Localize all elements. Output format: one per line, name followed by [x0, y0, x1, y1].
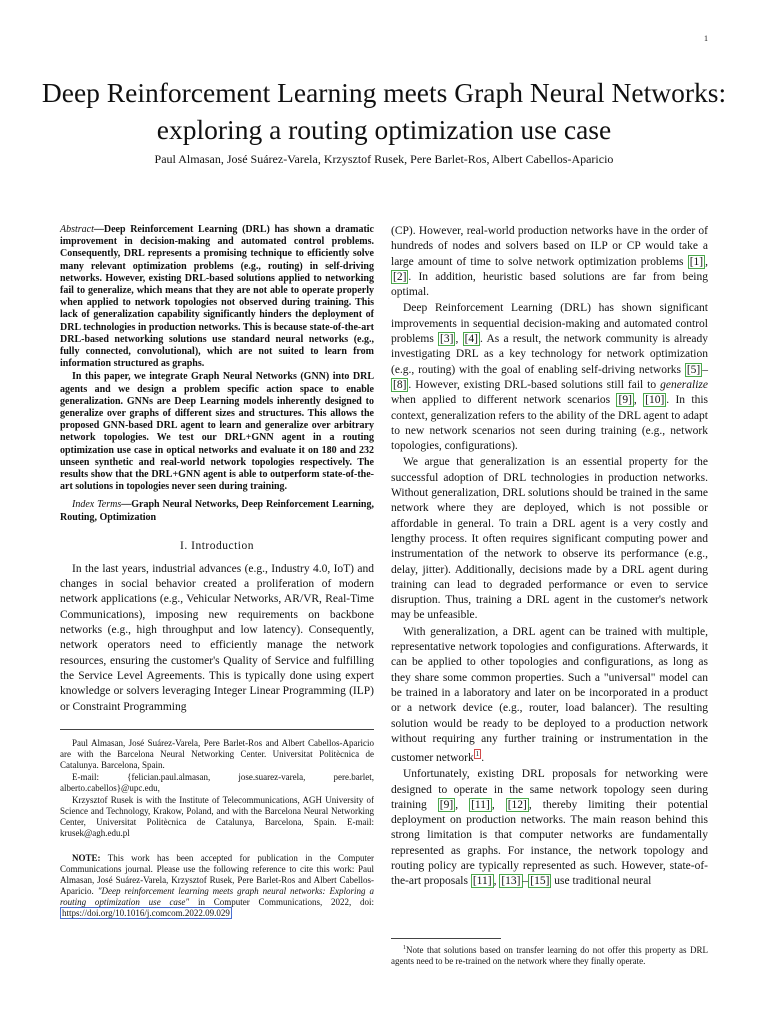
citation-link[interactable]: [1] [689, 255, 704, 268]
left-body [60, 562, 374, 715]
citation-link[interactable]: [13] [501, 875, 521, 888]
note-label: NOTE: [72, 852, 101, 863]
right-paragraph-3: We argue that generalization is an essential property for the successful adoption of DRL technologies in production networks. Without generalization, DRL solutions should be trained in the same network where they are deployed, which is not possible or affordable in general. To train a DRL agent is a very costly and lengthy process. It often requires significant computing power and instrumentation of the network to observe its performance (e.g., delay, jitter). Additionally, decisions made by a DRL agent during training can lead to degraded performance or even to service disruption. Thus, training a DRL agent in the customer's network may be unfeasible. [391, 456, 708, 622]
footnote-link[interactable]: 1 [475, 750, 480, 759]
index-terms-text: —Graph Neural Networks, Deep Reinforcement Learning, Routing, Optimization [60, 499, 374, 523]
citation-link[interactable]: [10] [645, 394, 665, 407]
emphasis: generalize [660, 378, 708, 391]
text: . As a result, the network community is already investigating DRL as a key technology for network optimization (e.g., routing) with the goal of enabling self-driving networks [391, 333, 708, 376]
intro-paragraph-1: In the last years, industrial advances (e.g., Industry 4.0, IoT) and changes in social behavior created a proliferation of modern network applications (e.g., Vehicular Networks, AR/VR, Real-Time Communications), imposing new requirements on backbone networks (e.g., high throughput and low latency). Consequently, network operators need to efficiently manage the network resources, ensuring the customer's Quality of Service and fulfilling the Service Level Agreements. This is typically done using expert knowledge or solvers leveraging Integer Linear Programming (ILP) or Constraint Programming [60, 562, 374, 713]
text: when applied to different network scenarios [391, 394, 617, 407]
note-text: This work has been accepted for publication in the Computer Communications journal. Please use the following reference to cite this work: Paul Almasan, José Suárez-Varela, Krzysztof Rusek, Pere Barlet-Ros and Albert Cabellos-Aparicio. [60, 852, 374, 896]
publication-note [60, 853, 374, 919]
text: Unfortunately, existing DRL proposals for networking were designed to operate in the same network topology seen during training [391, 768, 708, 811]
paper-title: Deep Reinforcement Learning meets Graph Neural Networks: exploring a routing optimization use case [41, 77, 727, 145]
affiliations [60, 738, 374, 919]
text: , thereby limiting their potential deployment on production networks. The main reason behind this strong limitation is that computer networks are fundamentally represented as graphs. For instance, the network topology and routing policy are typically represented as such. However, state-of-the-art proposals [391, 798, 709, 888]
left-column [60, 224, 374, 919]
footnote-body: Note that solutions based on transfer learning do not offer this property as DRL agents need to be re-trained on the network where they finally operate. [391, 945, 708, 966]
citation-link[interactable]: [2] [393, 270, 407, 283]
citation-link[interactable]: [9] [439, 798, 454, 811]
abstract-label: Abstract [60, 224, 94, 235]
footnote-text [391, 943, 708, 967]
right-paragraph-2: Deep Reinforcement Learning (DRL) has shown significant improvements in sequential decision-making and automated control problems [3] , [4] . As a result, the network community is already investigating DRL as a key technology for network optimization (e.g., routing) with the goal of enabling self-driving networks [5] –[8] . However, existing DRL-based solutions still fail to generalize when applied to different network scenarios [9] , [10] . In this context, generalization refers to the ability of the DRL agent to adapt to new network scenarios not seen during training (e.g., network topologies, configurations). [391, 302, 708, 453]
footnote-rule [391, 938, 501, 939]
citation-link[interactable]: [12] [507, 798, 527, 811]
text: With generalization, a DRL agent can be trained with multiple, representative network topologies and configurations. Afterwards, it can be applied to other topologies and configurations, as long as they share some common properties. Such a "universal" model can be trained in a laboratory and later on be incorporated in a product or a network device (e.g., router, load balancer). The resulting solution would be ready to be deployed to a production network without requiring any further training or instrumentation in the customer network [391, 625, 708, 764]
text: . In this context, generalization refers to the ability of the DRL agent to adapt to new network scenarios not seen during training (e.g., network topologies, configurations). [391, 394, 708, 453]
citation-link[interactable]: [15] [530, 875, 550, 888]
citation-link[interactable]: [4] [464, 333, 478, 346]
index-terms [60, 499, 374, 523]
citation-link[interactable]: [5] [686, 363, 701, 376]
text: (CP). However, real-world production networks have in the order of hundreds of nodes and solvers based on ILP or CP would take a large amount of time to solve network optimization problems [391, 225, 708, 268]
citation-link[interactable]: [3] [440, 333, 454, 346]
affiliation-2: Krzysztof Rusek is with the Institute of Telecommunications, AGH University of Science and Technology, Krakow, Poland, and with the Barcelona Neural Networking Center, Universitat Politècnica de Catalunya, Barcelona, Spain. E-mail: krusek@agh.edu.pl [60, 794, 374, 838]
index-terms-label: Index Terms [72, 499, 122, 511]
affiliation-1: Paul Almasan, José Suárez-Varela, Pere Barlet-Ros and Albert Cabellos-Aparicio are with the Barcelona Neural Networking Center. Universitat Politècnica de Catalunya. Barcelona, Spain. [60, 737, 374, 770]
note-tail: in Computer Communications, 2022, doi: [189, 896, 374, 907]
right-paragraph-5: Unfortunately, existing DRL proposals for networking were designed to operate in the same network topology seen during training [9] , [11] , [12] , thereby limiting their potential deployment on production networks. The main reason behind this strong limitation is that computer networks are fundamentally represented as graphs. For instance, the network topology and routing policy are typically represented as such. However, state-of-the-art proposals [11] , [13] – [15] use traditional neural [391, 768, 709, 888]
citation-link[interactable]: [11] [471, 798, 490, 811]
citation-link[interactable]: [11] [472, 875, 492, 888]
affiliation-email: E-mail: {felician.paul.almasan, jose.suarez-varela, pere.barlet, alberto.cabellos}@upc.edu, [60, 771, 374, 793]
section-heading: I. Introduction [180, 539, 254, 552]
right-column [391, 224, 708, 890]
note-title: "Deep reinforcement learning meets graph neural networks: Exploring a routing optimization use case" [60, 885, 374, 907]
text: . However, existing DRL-based solutions still fail to [408, 378, 661, 391]
right-paragraph-1: (CP). However, real-world production networks have in the order of hundreds of nodes and solvers based on ILP or CP would take a large amount of time to solve network optimization problems [1] , [2] . In addition, heuristic based solutions are far from being optimal. [391, 225, 708, 299]
abstract [60, 224, 374, 493]
abstract-paragraph-2: In this paper, we integrate Graph Neural Networks (GNN) into DRL agents and we design a problem specific action space to enable generalization. GNNs are Deep Learning models inherently designed to generalize over graphs of different sizes and structures. This allows the proposed GNN-based DRL agent to learn and generalize over arbitrary network topologies. We test our DRL+GNN agent in a routing optimization use case in optical networks and evaluate it on 180 and 232 unseen synthetic and real-world network topologies respectively. The results show that the DRL+GNN agent is able to outperform state-of-the-art solutions in topologies never seen during training. [60, 371, 374, 493]
page-number: 1 [704, 34, 708, 43]
footnote [391, 938, 708, 967]
footnote-mark: 1 [403, 945, 406, 951]
affiliation-rule [60, 729, 374, 730]
text: . In addition, heuristic based solutions are far from being optimal. [391, 270, 708, 299]
citation-link[interactable]: [8] [393, 378, 407, 391]
doi-link[interactable]: https://doi.org/10.1016/j.comcom.2022.09.029 [62, 907, 230, 918]
abstract-text-1: —Deep Reinforcement Learning (DRL) has shown a dramatic improvement in decision-making and automated control problems. Consequently, DRL represents a promising technique to efficiently solve many relevant optimization problems (e.g., routing) in self-driving networks. However, existing DRL-based solutions applied to networking fail to generalize, which means that they are not able to operate properly when applied to network topologies not observed during training. This lack of generalization capability significantly hinders the deployment of DRL technologies in production networks. This is because state-of-the-art DRL-based networking solutions use standard neural networks (e.g., fully connected, convolutional), which are not suited to learn from information structured as graphs. [60, 224, 374, 370]
abstract-paragraph-1 [60, 224, 374, 370]
right-paragraph-4: With generalization, a DRL agent can be trained with multiple, representative network topologies and configurations. Afterwards, it can be applied to other topologies and configurations, as long as they share some common properties. Such a "universal" model can be trained in a laboratory and later on be incorporated in a product or a network device (e.g., router, load balancer). The resulting solution would be ready to be deployed to a production network without requiring any further training or instrumentation in the customer network $^1$ . [391, 625, 708, 764]
author-list: Paul Almasan, José Suárez-Varela, Krzysztof Rusek, Pere Barlet-Ros, Albert Cabellos-Aparicio [154, 152, 614, 166]
text: Deep Reinforcement Learning (DRL) has shown significant improvements in sequential decision-making and automated control problems [391, 302, 708, 346]
citation-link[interactable]: [9] [618, 394, 632, 407]
text: use traditional neural [551, 875, 652, 888]
